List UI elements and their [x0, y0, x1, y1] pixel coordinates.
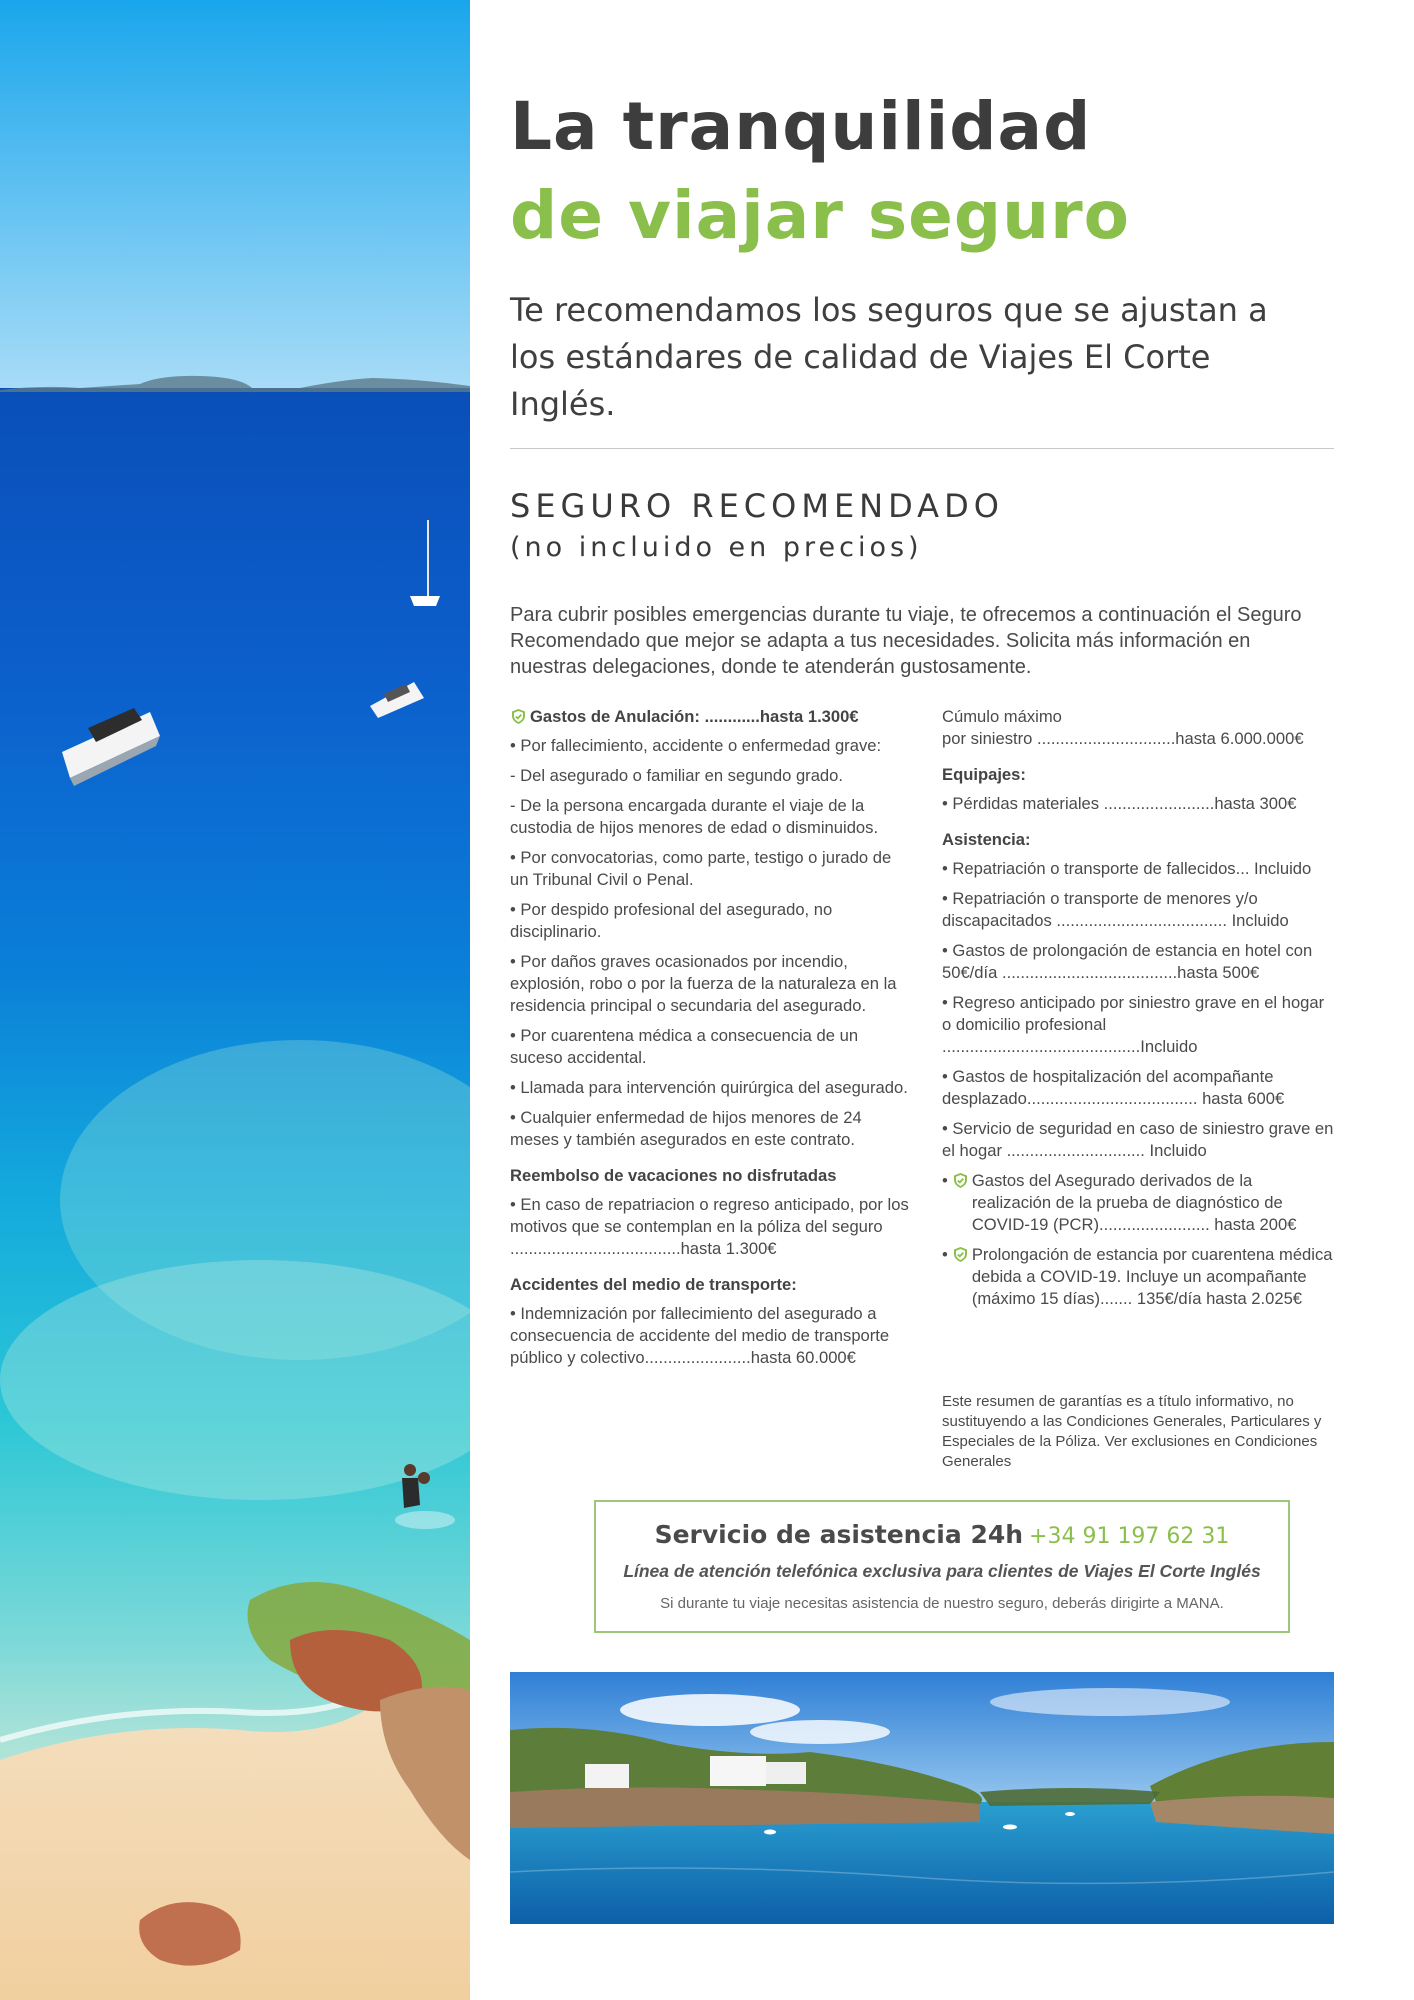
cancel-item: • Por daños graves ocasionados por incendio, explosión, robo o por la fuerza de la naturaleza en la residencia principal o secundaria del asegurado. — [510, 952, 897, 1015]
beach-photo-illustration — [0, 0, 470, 2000]
covid-item-text: Prolongación de estancia por cuarentena médica debida a COVID-19. Incluye un acompañante (máximo 15 días)....... 135€/día hasta 2.025€ — [971, 1245, 1333, 1308]
cancel-item: • Por cuarentena médica a consecuencia de un suceso accidental. — [510, 1026, 859, 1067]
covid-item — [942, 1244, 1334, 1310]
assistance-line: Línea de atención telefónica exclusiva para clientes de Viajes El Corte Inglés — [623, 1561, 1261, 1581]
covid-bullet: • — [942, 1171, 948, 1190]
cancel-group-title — [510, 706, 910, 728]
cumulo-line-1: Cúmulo máximo — [942, 707, 1062, 726]
cancel-item: • Cualquier enfermedad de hijos menores de 24 meses y también asegurados en este contrato. — [510, 1108, 862, 1149]
divider — [510, 448, 1334, 449]
section-heading: SEGURO RECOMENDADO — [510, 487, 1004, 525]
refund-group-title: Reembolso de vacaciones no disfrutadas — [510, 1166, 837, 1185]
coverage-column-right — [942, 706, 1334, 1318]
title-line-2: de viajar seguro — [510, 177, 1131, 254]
assistance-item: • Servicio de seguridad en caso de siniestro grave en el hogar .............................. Incluido — [942, 1119, 1334, 1160]
refund-item: • En caso de repatriacion o regreso anticipado, por los motivos que se contemplan en la póliza del seguro .....................................hasta 1.300€ — [510, 1195, 909, 1258]
assistance-item: • Gastos de prolongación de estancia en hotel con 50€/día ......................................hasta 500€ — [942, 941, 1313, 982]
luggage-group-title: Equipajes: — [942, 765, 1026, 784]
cancel-title-text: Gastos de Anulación: ............hasta 1.300€ — [530, 707, 859, 726]
transport-item: • Indemnización por fallecimiento del asegurado a consecuencia de accidente del medio de transporte público y colectivo.......................hasta 60.000€ — [510, 1304, 890, 1367]
coverage-column-left — [510, 706, 910, 1377]
assistance-note: Si durante tu viaje necesitas asistencia de nuestro seguro, deberás dirigirte a MANA. — [660, 1595, 1224, 1612]
assistance-title: Servicio de asistencia 24h — [654, 1520, 1024, 1549]
assistance-item: • Repatriación o transporte de fallecidos... Incluido — [942, 859, 1312, 878]
assistance-phone[interactable]: +34 91 197 62 31 — [1029, 1524, 1230, 1549]
transport-group-title: Accidentes del medio de transporte: — [510, 1275, 797, 1294]
luggage-item: • Pérdidas materiales ........................hasta 300€ — [942, 794, 1297, 813]
cancel-item: • Por despido profesional del asegurado, no disciplinario. — [510, 900, 833, 941]
cancel-item: - Del asegurado o familiar en segundo grado. — [510, 766, 844, 785]
title-line-1: La tranquilidad — [510, 88, 1092, 165]
covid-bullet: • — [942, 1245, 948, 1264]
section-subheading: (no incluido en precios) — [510, 532, 923, 563]
cancel-item: • Por fallecimiento, accidente o enfermedad grave: — [510, 736, 882, 755]
cancel-item: • Llamada para intervención quirúrgica del asegurado. — [510, 1078, 908, 1097]
shield-check-icon — [510, 708, 527, 725]
intro-paragraph: Para cubrir posibles emergencias durante tu viaje, te ofrecemos a continuación el Seguro Recomendado que mejor se adapta a tus necesidades. Solicita más información en nuestras delegaciones, donde te atenderán gustosamente. — [510, 604, 1302, 678]
covid-item — [942, 1170, 1334, 1236]
cove-photo-illustration — [510, 1672, 1334, 1924]
cumulo-line-2: por siniestro ..............................hasta 6.000.000€ — [942, 729, 1304, 748]
subtitle: Te recomendamos los seguros que se ajustan a los estándares de calidad de Viajes El Corte Inglés. — [510, 291, 1268, 423]
shield-check-icon — [952, 1172, 969, 1189]
beach-photo — [0, 0, 470, 2000]
assistance-box — [594, 1500, 1290, 1633]
cancel-item: - De la persona encargada durante el viaje de la custodia de hijos menores de edad o disminuidos. — [510, 796, 879, 837]
cove-photo — [510, 1672, 1334, 1924]
cancel-item: • Por convocatorias, como parte, testigo o jurado de un Tribunal Civil o Penal. — [510, 848, 892, 889]
assistance-group-title: Asistencia: — [942, 830, 1031, 849]
assistance-item: • Regreso anticipado por siniestro grave en el hogar o domicilio profesional ...........................................Incluido — [942, 993, 1325, 1056]
covid-item-text: Gastos del Asegurado derivados de la realización de la prueba de diagnóstico de COVID-19 (PCR)........................ hasta 200€ — [971, 1171, 1297, 1234]
assistance-item: • Gastos de hospitalización del acompañante desplazado..................................... hasta 600€ — [942, 1067, 1285, 1108]
assistance-item: • Repatriación o transporte de menores y/o discapacitados ..................................... Incluido — [942, 889, 1289, 930]
disclaimer: Este resumen de garantías es a título informativo, no sustituyendo a las Condiciones Generales, Particulares y Especiales de la Póliza. Ver exclusiones en Condiciones Generales — [942, 1393, 1322, 1470]
assistance-title-row — [596, 1520, 1288, 1549]
shield-check-icon — [952, 1246, 969, 1263]
